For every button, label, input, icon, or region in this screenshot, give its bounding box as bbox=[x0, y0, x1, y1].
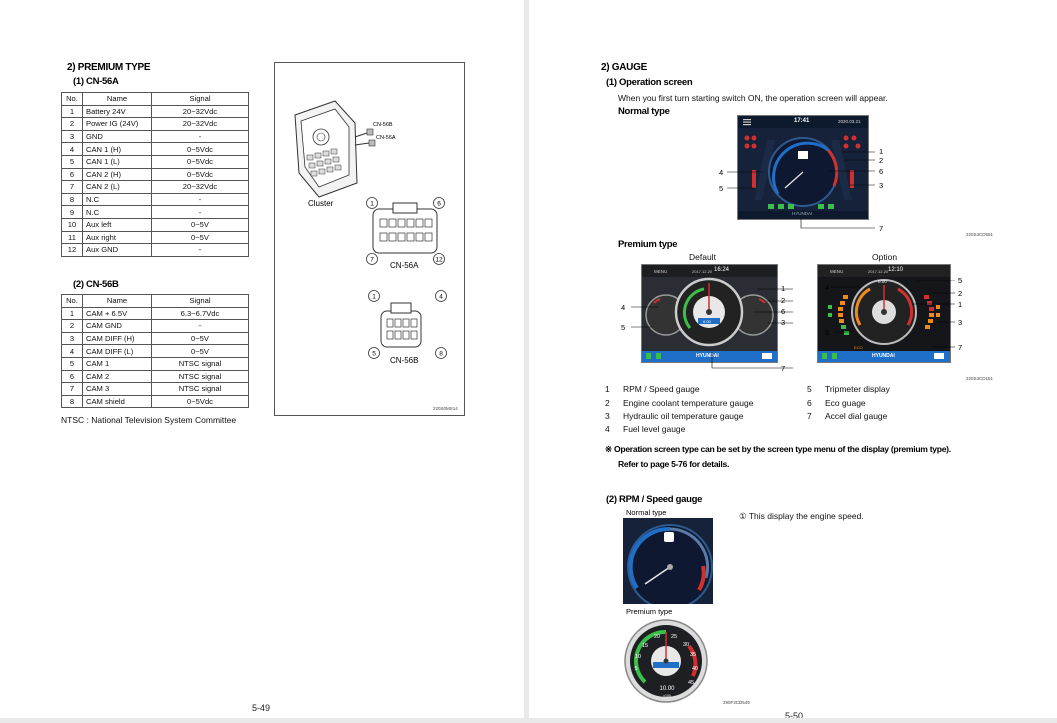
col-no: No. bbox=[62, 295, 83, 308]
table-row bbox=[62, 181, 249, 194]
legend-num: 2 bbox=[605, 398, 610, 408]
callout-2: 2 bbox=[879, 156, 884, 165]
cell-name: CAM + 6.5V bbox=[83, 307, 152, 320]
col-signal: Signal bbox=[152, 93, 249, 106]
table-row bbox=[62, 143, 249, 156]
table-row bbox=[62, 168, 249, 181]
section-title-gauge: 2) GAUGE bbox=[601, 62, 647, 73]
legend-text: Tripmeter display bbox=[825, 384, 890, 394]
cell-name: GND bbox=[83, 130, 152, 143]
table-row bbox=[62, 130, 249, 143]
pd-brand: HYUNDAI bbox=[696, 353, 719, 359]
legend-num: 4 bbox=[605, 424, 610, 434]
po-callout-1: 1 bbox=[958, 300, 963, 309]
cell-signal: - bbox=[152, 244, 249, 257]
connector-figure bbox=[274, 62, 465, 416]
callout-3: 3 bbox=[879, 181, 884, 190]
legend-item bbox=[605, 424, 685, 434]
legend-num: 1 bbox=[605, 384, 610, 394]
cell-signal: - bbox=[152, 193, 249, 206]
option-label: Option bbox=[872, 252, 898, 262]
screen-type-note-ref: Refer to page 5-76 for details. bbox=[618, 459, 730, 469]
cell-no: 4 bbox=[62, 345, 83, 358]
premium-callout-lines bbox=[617, 280, 977, 375]
pd-date: 2017.12.20 bbox=[692, 269, 713, 274]
pd-callout-2: 2 bbox=[781, 296, 786, 305]
cell-signal: 0~5V bbox=[152, 345, 249, 358]
cell-name: CAM GND bbox=[83, 320, 152, 333]
legend-text: Hydraulic oil temperature gauge bbox=[623, 411, 744, 421]
table-row bbox=[62, 193, 249, 206]
cell-no: 6 bbox=[62, 370, 83, 383]
cluster-connector-illustration bbox=[275, 63, 464, 415]
left-page bbox=[0, 0, 524, 718]
table-row bbox=[62, 231, 249, 244]
premium-type-heading: Premium type bbox=[618, 239, 678, 250]
po-odo: 0:00 bbox=[878, 279, 887, 284]
po-callout-6: 6 bbox=[825, 328, 830, 337]
cell-no: 5 bbox=[62, 155, 83, 168]
page-number-right: 5-50 bbox=[785, 711, 804, 718]
pin-label: 12 bbox=[435, 256, 443, 264]
legend-text: Accel dial gauge bbox=[825, 411, 888, 421]
legend-item bbox=[807, 411, 887, 421]
cell-no: 8 bbox=[62, 193, 83, 206]
normal-screen-date: 2020.03.21 bbox=[838, 119, 861, 124]
po-time: 12:10 bbox=[888, 267, 904, 273]
table-row bbox=[62, 218, 249, 231]
cn56a-connector-icon bbox=[373, 203, 437, 253]
legend-num: 3 bbox=[605, 411, 610, 421]
cell-signal: - bbox=[152, 206, 249, 219]
right-page bbox=[529, 0, 1057, 718]
cell-name: CAN 2 (L) bbox=[83, 181, 152, 194]
cell-name: Aux GND bbox=[83, 244, 152, 257]
table-row bbox=[62, 345, 249, 358]
po-callout-3: 3 bbox=[958, 318, 963, 327]
rpm-tick: 5 bbox=[634, 666, 638, 672]
cell-signal: 0~5V bbox=[152, 231, 249, 244]
po-menu: MENU bbox=[830, 269, 844, 274]
screen-type-note: ※ Operation screen type can be set by the screen type menu of the display (premium type). bbox=[605, 444, 951, 454]
legend-item bbox=[605, 411, 743, 421]
rpm-tick: 45 bbox=[687, 680, 695, 686]
col-name: Name bbox=[83, 93, 152, 106]
pin-label: 7 bbox=[370, 256, 374, 264]
cn56b-tag: CN-56B bbox=[373, 122, 393, 128]
cell-no: 2 bbox=[62, 118, 83, 131]
callout-7: 7 bbox=[879, 224, 884, 233]
col-name: Name bbox=[83, 295, 152, 308]
cell-signal: 20~32Vdc bbox=[152, 105, 249, 118]
cell-signal: 0~5Vdc bbox=[152, 155, 249, 168]
table-row bbox=[62, 332, 249, 345]
table-row bbox=[62, 307, 249, 320]
table-row bbox=[62, 395, 249, 408]
po-callout-4: 4 bbox=[825, 283, 830, 292]
po-brand: HYUNDAI bbox=[872, 353, 895, 359]
cell-signal: 0~5Vdc bbox=[152, 168, 249, 181]
cell-name: CAM 3 bbox=[83, 383, 152, 396]
callout-4: 4 bbox=[719, 168, 724, 177]
cell-no: 4 bbox=[62, 143, 83, 156]
rpm-tick: 30 bbox=[682, 642, 690, 648]
cell-signal: NTSC signal bbox=[152, 383, 249, 396]
cell-name: CAM 2 bbox=[83, 370, 152, 383]
legend-item bbox=[807, 398, 866, 408]
rpm-normal-type-label: Normal type bbox=[626, 508, 667, 517]
table-row bbox=[62, 370, 249, 383]
rpm-tick: 25 bbox=[670, 634, 678, 640]
po-callout-5: 5 bbox=[958, 276, 963, 285]
cell-no: 1 bbox=[62, 307, 83, 320]
callout-6: 6 bbox=[879, 167, 884, 176]
table-row bbox=[62, 118, 249, 131]
subsection-operation-screen: (1) Operation screen bbox=[606, 77, 693, 88]
cell-name: CAN 2 (H) bbox=[83, 168, 152, 181]
cell-no: 1 bbox=[62, 105, 83, 118]
ntsc-footnote: NTSC : National Television System Committee bbox=[61, 415, 237, 425]
cell-signal: NTSC signal bbox=[152, 370, 249, 383]
cell-name: CAN 1 (L) bbox=[83, 155, 152, 168]
cluster-label: Cluster bbox=[308, 199, 334, 208]
cell-no: 7 bbox=[62, 383, 83, 396]
table-row bbox=[62, 357, 249, 370]
rpm-odo: 10.00 bbox=[659, 686, 675, 692]
pin-label: 1 bbox=[370, 200, 374, 208]
rpm-premium-type-label: Premium type bbox=[626, 607, 673, 616]
cell-no: 11 bbox=[62, 231, 83, 244]
cell-signal: 20~32Vdc bbox=[152, 181, 249, 194]
po-callout-7: 7 bbox=[958, 343, 963, 352]
table-header-row bbox=[62, 295, 249, 308]
legend-text: Eco guage bbox=[825, 398, 866, 408]
pin-label: 5 bbox=[372, 350, 376, 358]
legend-item bbox=[605, 398, 753, 408]
cell-signal: 0~5Vdc bbox=[152, 395, 249, 408]
table-row bbox=[62, 105, 249, 118]
pin-label: 4 bbox=[439, 293, 443, 301]
normal-screen-brand: HYUNDAI bbox=[792, 211, 813, 216]
page-number-left: 5-49 bbox=[252, 703, 271, 713]
cn56a-tag: CN-56A bbox=[376, 135, 396, 141]
cell-name: N.C bbox=[83, 193, 152, 206]
pd-time: 16:24 bbox=[714, 267, 730, 273]
normal-type-heading: Normal type bbox=[618, 106, 670, 117]
subsection-cn56b: (2) CN-56B bbox=[73, 279, 119, 290]
cell-no: 8 bbox=[62, 395, 83, 408]
table-row bbox=[62, 244, 249, 257]
pin-label: 6 bbox=[437, 200, 441, 208]
cell-signal: 0~5V bbox=[152, 218, 249, 231]
cluster-icon bbox=[295, 101, 375, 197]
pd-callout-5: 5 bbox=[621, 323, 626, 332]
cell-no: 5 bbox=[62, 357, 83, 370]
cn56b-connector-icon bbox=[381, 303, 421, 347]
cell-signal: 20~32Vdc bbox=[152, 118, 249, 131]
legend-item bbox=[605, 384, 700, 394]
legend-num: 5 bbox=[807, 384, 812, 394]
figure-code: 220S0MS14 bbox=[433, 406, 458, 411]
legend-num: 7 bbox=[807, 411, 812, 421]
rpm-tick: 15 bbox=[641, 643, 649, 649]
rpm-normal-illustration bbox=[623, 518, 713, 604]
col-signal: Signal bbox=[152, 295, 249, 308]
cell-signal: - bbox=[152, 320, 249, 333]
rpm-normal-gauge bbox=[623, 518, 713, 604]
cell-no: 10 bbox=[62, 218, 83, 231]
rpm-figure-code: 290F3CD549 bbox=[723, 700, 750, 705]
normal-figure-code: 220S3CD551 bbox=[966, 232, 994, 237]
cell-signal: 0~5Vdc bbox=[152, 143, 249, 156]
callout-1: 1 bbox=[879, 147, 884, 156]
cell-no: 3 bbox=[62, 332, 83, 345]
cell-no: 6 bbox=[62, 168, 83, 181]
normal-callout-lines bbox=[719, 140, 889, 235]
pd-callout-1: 1 bbox=[781, 284, 786, 293]
pd-menu: MENU bbox=[654, 269, 668, 274]
legend-text: Engine coolant temperature gauge bbox=[623, 398, 754, 408]
rpm-tick: 10 bbox=[634, 654, 642, 660]
table-header-row bbox=[62, 93, 249, 106]
pd-callout-6: 6 bbox=[781, 307, 786, 316]
cell-name: Battery 24V bbox=[83, 105, 152, 118]
cell-no: 2 bbox=[62, 320, 83, 333]
cell-name: Aux left bbox=[83, 218, 152, 231]
rpm-tick: 35 bbox=[689, 652, 697, 658]
cell-signal: - bbox=[152, 130, 249, 143]
operation-intro: When you first turn starting switch ON, the operation screen will appear. bbox=[618, 93, 888, 103]
cell-name: CAM 1 bbox=[83, 357, 152, 370]
cn56a-table bbox=[61, 92, 249, 257]
callout-5: 5 bbox=[719, 184, 724, 193]
col-no: No. bbox=[62, 93, 83, 106]
pin-label: 1 bbox=[372, 293, 376, 301]
pin-label: 8 bbox=[439, 350, 443, 358]
premium-figure-code: 220S3CD151 bbox=[966, 376, 994, 381]
legend-num: 6 bbox=[807, 398, 812, 408]
cell-no: 3 bbox=[62, 130, 83, 143]
normal-screen-time: 17:41 bbox=[794, 118, 810, 124]
default-label: Default bbox=[689, 252, 716, 262]
table-row bbox=[62, 206, 249, 219]
po-date: 2017.12.20 bbox=[868, 269, 889, 274]
cell-signal: 0~5V bbox=[152, 332, 249, 345]
cn56b-label: CN-56B bbox=[390, 356, 419, 365]
pd-callout-7: 7 bbox=[781, 364, 786, 373]
legend-text: RPM / Speed gauge bbox=[623, 384, 700, 394]
rpm-premium-gauge bbox=[623, 618, 709, 704]
cell-name: Power IG (24V) bbox=[83, 118, 152, 131]
subsection-rpm-speed: (2) RPM / Speed gauge bbox=[606, 494, 703, 505]
section-title-premium-type: 2) PREMIUM TYPE bbox=[67, 62, 151, 73]
rpm-tick: 40 bbox=[691, 666, 699, 672]
po-callout-2: 2 bbox=[958, 289, 963, 298]
rpm-description: ① This display the engine speed. bbox=[739, 511, 864, 521]
pd-odo: 0.00 bbox=[703, 319, 711, 324]
cell-name: N.C bbox=[83, 206, 152, 219]
cell-no: 12 bbox=[62, 244, 83, 257]
cell-name: CAN 1 (H) bbox=[83, 143, 152, 156]
cn56a-label: CN-56A bbox=[390, 261, 419, 270]
pd-callout-4: 4 bbox=[621, 303, 626, 312]
subsection-cn56a: (1) CN-56A bbox=[73, 76, 119, 87]
pd-callout-3: 3 bbox=[781, 318, 786, 327]
table-row bbox=[62, 155, 249, 168]
cell-no: 9 bbox=[62, 206, 83, 219]
rpm-tick: 20 bbox=[653, 634, 661, 640]
legend-item bbox=[807, 384, 890, 394]
table-row bbox=[62, 320, 249, 333]
cn56b-table bbox=[61, 294, 249, 408]
cell-no: 7 bbox=[62, 181, 83, 194]
cell-name: CAM DIFF (L) bbox=[83, 345, 152, 358]
cell-name: Aux right bbox=[83, 231, 152, 244]
rpm-premium-illustration bbox=[623, 618, 709, 704]
cell-name: CAM DIFF (H) bbox=[83, 332, 152, 345]
legend-text: Fuel level gauge bbox=[623, 424, 686, 434]
cell-signal: NTSC signal bbox=[152, 357, 249, 370]
po-eco: ECO bbox=[854, 345, 863, 350]
rpm-unit: x100 bbox=[663, 694, 671, 698]
table-row bbox=[62, 383, 249, 396]
cell-name: CAM shield bbox=[83, 395, 152, 408]
cell-signal: 6.3~6.7Vdc bbox=[152, 307, 249, 320]
